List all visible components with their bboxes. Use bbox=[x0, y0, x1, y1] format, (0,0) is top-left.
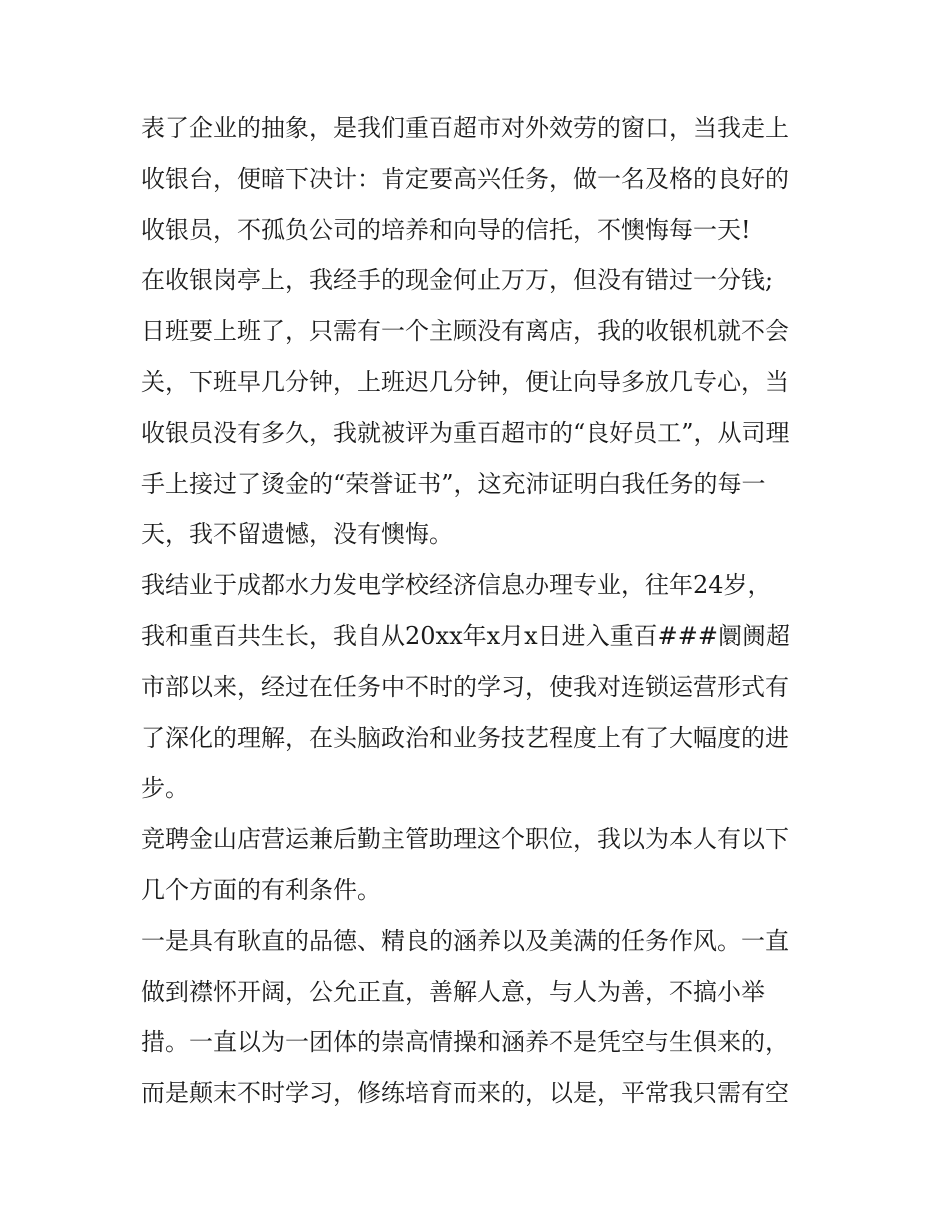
text-line: 收银员，不孤负公司的培养和向导的信托，不懊悔每一天! bbox=[141, 215, 751, 244]
text-line: 收银台，便暗下决计：肯定要高兴任务，做一名及格的良好的 bbox=[141, 164, 789, 193]
text-line: 天，我不留遗憾，没有懊悔。 bbox=[141, 520, 453, 549]
text-line: 关，下班早几分钟，上班迟几分钟，便让向导多放几专心，当 bbox=[141, 367, 789, 396]
text-line: 表了企业的抽象，是我们重百超市对外效劳的窗口，当我走上 bbox=[141, 114, 789, 142]
text-line: 在收银岗亭上，我经手的现金何止万万，但没有错过一分钱; bbox=[141, 266, 774, 295]
text-line: 而是颠末不时学习，修练培育而来的，以是，平常我只需有空 bbox=[141, 1079, 789, 1108]
text-line: 手上接过了烫金的“荣誉证书”，这充沛证明白我任务的每一 bbox=[141, 469, 766, 498]
document-body bbox=[141, 103, 821, 1119]
text-line: 几个方面的有利条件。 bbox=[141, 875, 381, 904]
text-line: 收银员没有多久，我就被评为重百超市的“良好员工”，从司理 bbox=[141, 418, 790, 447]
text-line: 措。一直以为一团体的崇高情操和涵养不是凭空与生俱来的， bbox=[141, 1028, 789, 1057]
text-line: 市部以来，经过在任务中不时的学习，使我对连锁运营形式有 bbox=[141, 672, 789, 701]
text-line: 步。 bbox=[141, 774, 189, 803]
text-line: 做到襟怀开阔，公允正直，善解人意，与人为善，不搞小举 bbox=[141, 977, 765, 1006]
text-line: 我结业于成都水力发电学校经济信息办理专业，往年24岁， bbox=[141, 571, 772, 600]
text-line: 我和重百共生长，我自从20xx年x月x日进入重百###阛阓超 bbox=[141, 621, 791, 650]
text-line: 竞聘金山店营运兼后勤主管助理这个职位，我以为本人有以下 bbox=[141, 825, 789, 854]
text-line: 一是具有耿直的品德、精良的涵养以及美满的任务作风。一直 bbox=[141, 926, 789, 955]
text-line: 日班要上班了，只需有一个主顾没有离店，我的收银机就不会 bbox=[141, 317, 789, 346]
text-line: 了深化的理解，在头脑政治和业务技艺程度上有了大幅度的进 bbox=[141, 723, 789, 752]
